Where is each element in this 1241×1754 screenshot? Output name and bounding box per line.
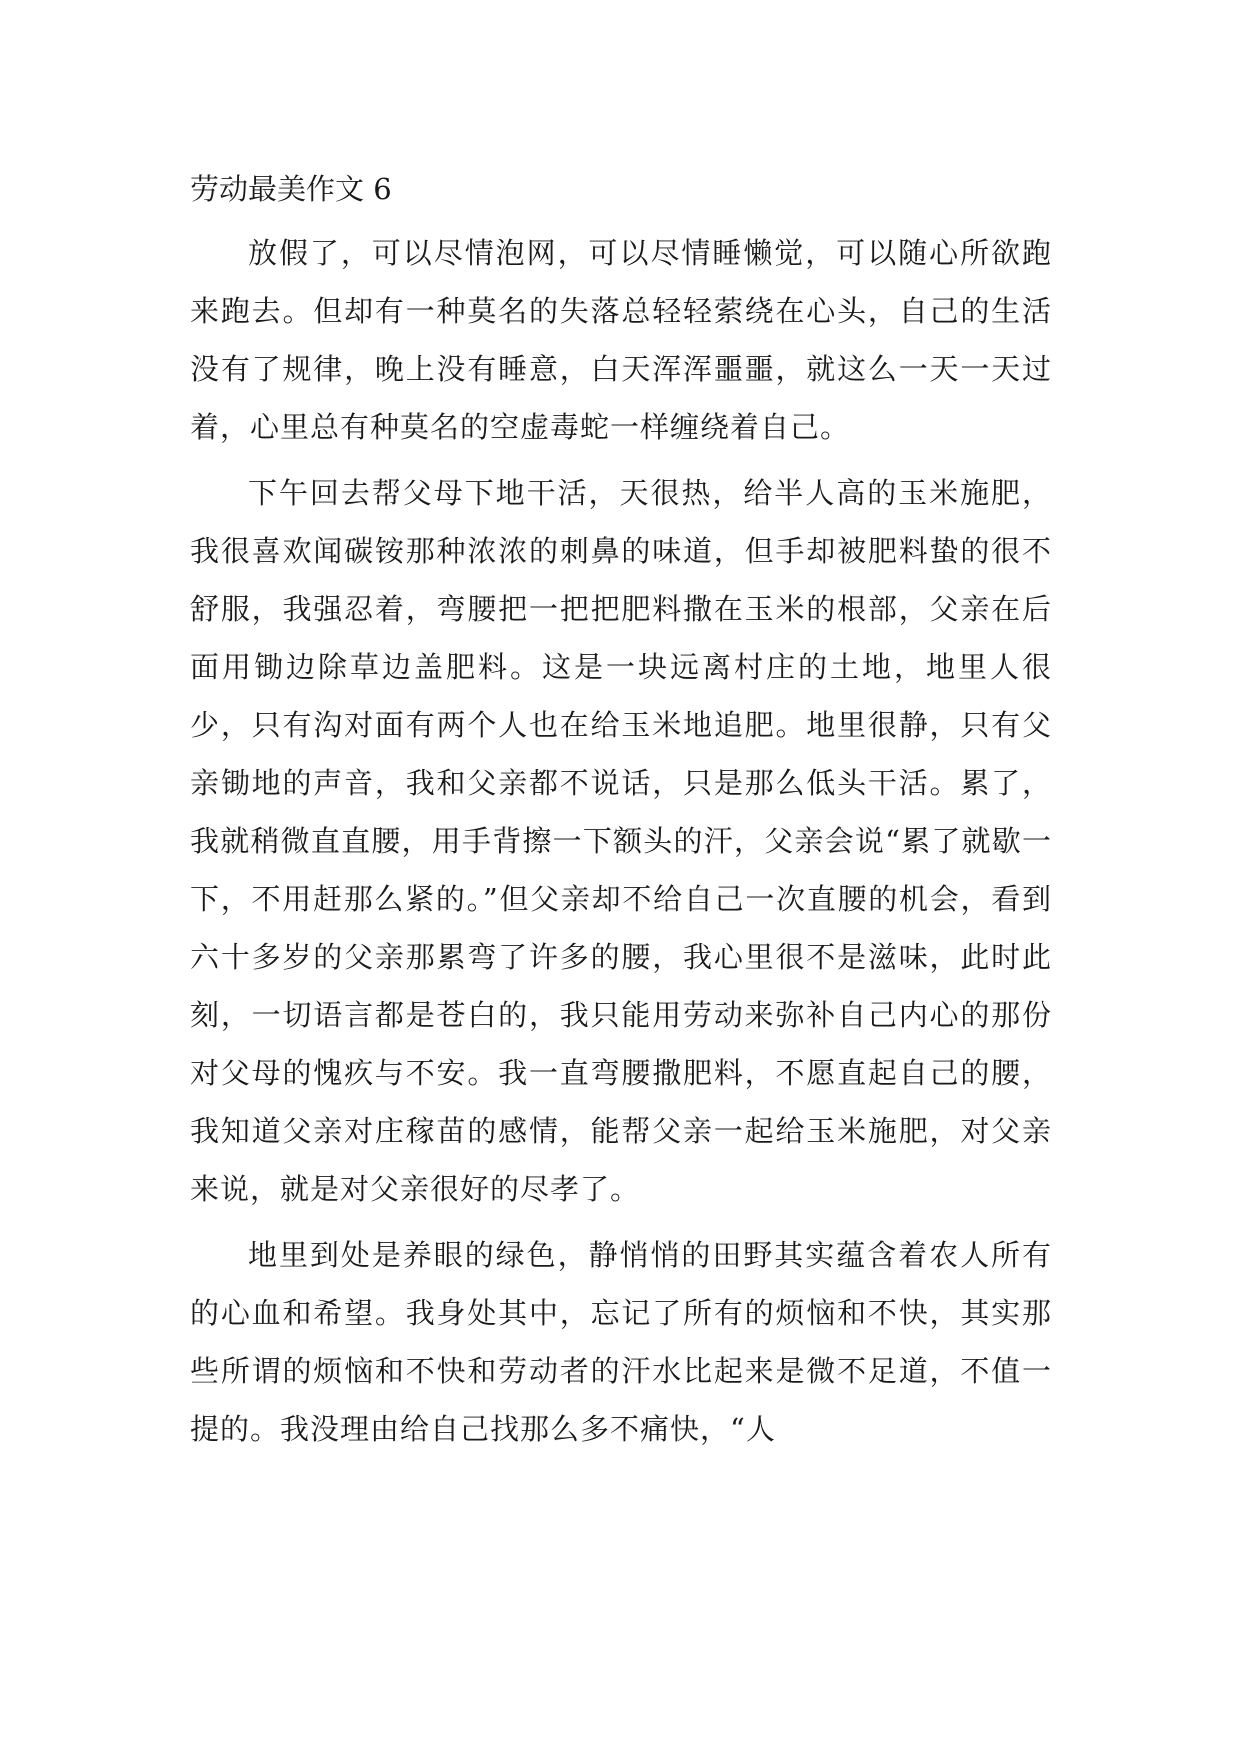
document-body bbox=[190, 160, 1052, 1466]
document-title: 劳动最美作文 6 bbox=[190, 172, 392, 206]
paragraph-2: 下午回去帮父母下地干活，天很热，给半人高的玉米施肥，我很喜欢闻碳铵那种浓浓的刺鼻的味道，但手却被肥料蛰的很不舒服，我强忍着，弯腰把一把把肥料撒在玉米的根部，父亲在后面用锄边除草边盖肥料。这是一块远离村庄的土地，地里人很少，只有沟对面有两个人也在给玉米地追肥。地里很静，只有父亲锄地的声音，我和父亲都不说话，只是那么低头干活。累了，我就稍微直直腰，用手背擦一下额头的汗，父亲会说“累了就歇一下，不用赶那么紧的。”但父亲却不给自己一次直腰的机会，看到六十多岁的父亲那累弯了许多的腰，我心里很不是滋味，此时此刻，一切语言都是苍白的，我只能用劳动来弥补自己内心的那份对父母的愧疚与不安。我一直弯腰撒肥料，不愿直起自己的腰，我知道父亲对庄稼苗的感情，能帮父亲一起给玉米施肥，对父亲来说，就是对父亲很好的尽孝了。 bbox=[190, 476, 1052, 1206]
paragraph-3: 地里到处是养眼的绿色，静悄悄的田野其实蕴含着农人所有的心血和希望。我身处其中，忘记了所有的烦恼和不快，其实那些所谓的烦恼和不快和劳动者的汗水比起来是微不足道，不值一提的。我没理由给自己找那么多不痛快，“人 bbox=[190, 1238, 1052, 1446]
paragraph-1: 放假了，可以尽情泡网，可以尽情睡懒觉，可以随心所欲跑来跑去。但却有一种莫名的失落总轻轻萦绕在心头，自己的生活没有了规律，晚上没有睡意，白天浑浑噩噩，就这么一天一天过着，心里总有种莫名的空虚毒蛇一样缠绕着自己。 bbox=[190, 236, 1052, 444]
